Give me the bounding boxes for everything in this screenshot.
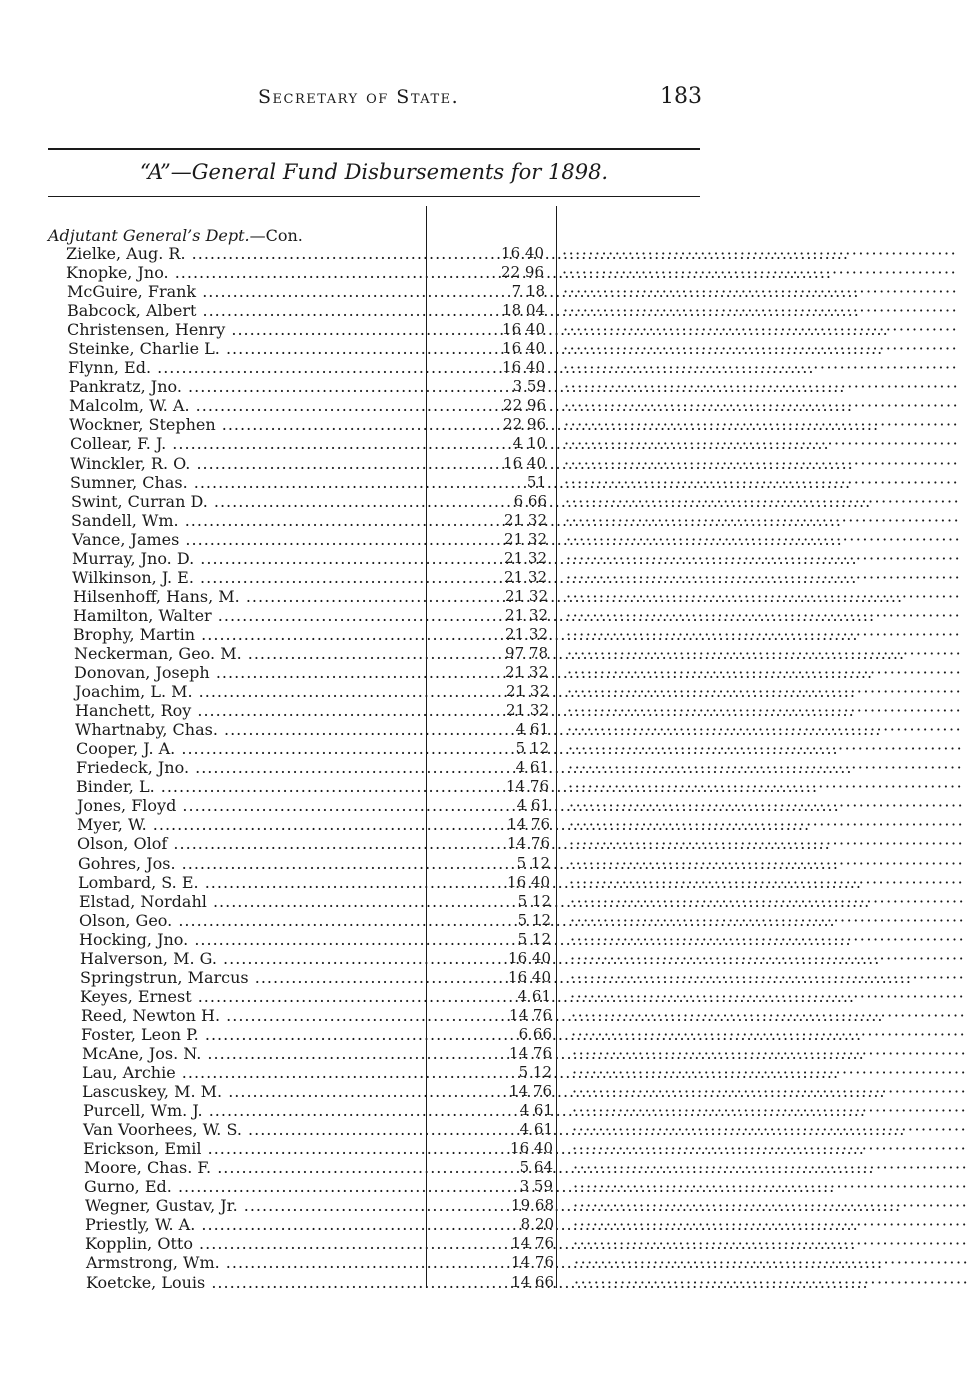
table-row xyxy=(0,1043,968,1063)
table-row xyxy=(0,872,965,892)
payment-amount: 21 32 xyxy=(505,663,548,682)
dot-leader: ···························································· xyxy=(565,491,961,511)
table-row xyxy=(0,1272,969,1292)
payment-amount: 6 66 xyxy=(518,1024,552,1043)
table-row xyxy=(0,605,962,625)
payee-name: Foster, Leon P. ..... xyxy=(81,1025,422,1044)
table-row xyxy=(0,853,965,873)
table-row xyxy=(0,1024,967,1044)
payment-amount: 3 59 xyxy=(519,1177,553,1196)
dot-leader: ···························································· xyxy=(567,682,963,702)
payee-name: Friedeck, Jno. ..... xyxy=(76,758,420,777)
payee-name: Hanchett, Roy ..... xyxy=(75,701,420,720)
dot-leader: ···························································· xyxy=(566,567,962,587)
payee-name: Babcock, Albert ..... xyxy=(67,301,416,320)
payee-name: Gurno, Ed. ..... xyxy=(84,1177,423,1196)
title-bottom-rule xyxy=(48,196,700,197)
payee-name: Wockner, Stephen ..... xyxy=(69,415,417,434)
table-row xyxy=(0,244,958,263)
table-row xyxy=(0,682,963,702)
payment-amount: 14 76 xyxy=(509,1082,552,1101)
payment-amount: 16 40 xyxy=(510,1139,553,1158)
payee-name: Murray, Jno. D. ..... xyxy=(72,549,418,568)
payment-amount: 6 66 xyxy=(513,491,547,510)
table-title: “A”—General Fund Disbursements for 1898. xyxy=(139,160,609,184)
payment-amount: 4 61 xyxy=(516,796,550,815)
payee-name: Vance, James ..... xyxy=(72,530,418,549)
dot-leader: ···························································· xyxy=(566,624,962,644)
payee-name: Hamilton, Walter ..... xyxy=(73,606,419,625)
payment-amount: 5 64 xyxy=(519,1158,553,1177)
payment-amount: 14 76 xyxy=(509,1043,552,1062)
payee-name: Lombard, S. E. ..... xyxy=(78,873,421,892)
table-row xyxy=(0,967,966,987)
table-row xyxy=(0,434,960,454)
table-row xyxy=(0,1139,968,1159)
dot-leader: ···························································· xyxy=(572,1101,968,1121)
table-row xyxy=(0,948,966,968)
dot-leader: ···························································· xyxy=(563,320,959,340)
payment-amount: 3 59 xyxy=(512,377,546,396)
table-row xyxy=(0,1215,969,1235)
dot-leader: ···························································· xyxy=(563,282,959,302)
payment-amount: 16 40 xyxy=(508,948,551,967)
payment-amount: 22 96 xyxy=(503,415,546,434)
payee-name: Flynn, Ed. ..... xyxy=(68,358,417,377)
payee-name: Donovan, Joseph ..... xyxy=(74,663,419,682)
section-heading xyxy=(48,226,303,245)
payee-name: Brophy, Martin ..... xyxy=(73,625,419,644)
running-header: Secretary of State. xyxy=(258,86,460,108)
dot-leader: ···························································· xyxy=(565,510,961,530)
table-row xyxy=(0,1120,968,1140)
payee-name: Erickson, Emil ..... xyxy=(83,1139,423,1158)
table-row xyxy=(0,320,959,340)
table-row xyxy=(0,777,964,797)
payee-name: McGuire, Frank ..... xyxy=(67,282,416,301)
payment-amount: 51 xyxy=(526,472,546,491)
dot-leader: ···························································· xyxy=(563,358,959,378)
dot-leader: ···························································· xyxy=(572,1120,968,1140)
payment-amount: 21 32 xyxy=(505,624,548,643)
table-row xyxy=(0,510,961,530)
payment-amount: 16 40 xyxy=(502,320,545,339)
dot-leader: ···························································· xyxy=(564,396,960,416)
dot-leader: ···························································· xyxy=(572,1139,968,1159)
table-row xyxy=(0,491,961,511)
table-row xyxy=(0,567,962,587)
table-row xyxy=(0,263,958,283)
dot-leader: ···························································· xyxy=(571,1024,967,1044)
payee-name: Cooper, J. A. ..... xyxy=(76,739,420,758)
dot-leader: ···························································· xyxy=(572,1043,968,1063)
dot-leader: ···························································· xyxy=(573,1158,969,1178)
table-row xyxy=(0,377,960,397)
payment-amount: 16 40 xyxy=(508,967,551,986)
table-row xyxy=(0,815,965,835)
table-row xyxy=(0,796,965,816)
payee-name: Whartnaby, Chas. ..... xyxy=(75,720,420,739)
payee-name: Winckler, R. O. ..... xyxy=(70,454,418,473)
payment-amount: 21 32 xyxy=(504,529,547,548)
payment-amount: 22 96 xyxy=(501,263,544,282)
payment-amount: 22 96 xyxy=(503,396,546,415)
dot-leader: ···························································· xyxy=(569,815,965,835)
payment-amount: 16 40 xyxy=(503,453,546,472)
dot-leader: ···························································· xyxy=(570,910,966,930)
payment-amount: 21 32 xyxy=(504,510,547,529)
payee-name: Hocking, Jno. ..... xyxy=(79,930,421,949)
table-row xyxy=(0,624,962,644)
payment-amount: 5 12 xyxy=(516,853,550,872)
dot-leader: ···························································· xyxy=(569,796,965,816)
table-row xyxy=(0,1177,969,1197)
dot-leader: ···························································· xyxy=(571,1005,967,1025)
dot-leader: ···························································· xyxy=(567,720,963,740)
table-row xyxy=(0,891,966,911)
payee-name: Wilkinson, J. E. ..... xyxy=(72,568,418,587)
payment-amount: 14 76 xyxy=(511,1253,554,1272)
dot-leader: ···························································· xyxy=(569,853,965,873)
dot-leader: ···························································· xyxy=(564,434,960,454)
section-heading-name: Adjutant General’s Dept. xyxy=(48,226,250,245)
payee-name: Olson, Olof ..... xyxy=(77,834,420,853)
table-row xyxy=(0,339,959,359)
dot-leader: ···························································· xyxy=(573,1196,969,1216)
payment-amount: 5 12 xyxy=(517,891,551,910)
payment-amount: 21 32 xyxy=(505,586,548,605)
payee-name: Neckerman, Geo. M. ..... xyxy=(74,644,419,663)
table-row xyxy=(0,720,963,740)
payment-amount: 14 66 xyxy=(511,1272,554,1291)
payment-amount: 21 32 xyxy=(504,548,547,567)
payment-amount: 21 32 xyxy=(504,567,547,586)
top-rule xyxy=(48,148,700,150)
page-number: 183 xyxy=(660,84,702,109)
payment-amount: 14 76 xyxy=(507,834,550,853)
table-row xyxy=(0,472,960,492)
payee-name: Christensen, Henry ..... xyxy=(67,320,416,339)
table-row xyxy=(0,1005,967,1025)
payee-name: Purcell, Wm. J. ..... xyxy=(83,1101,423,1120)
payee-name: Joachim, L. M. ..... xyxy=(75,682,420,701)
payee-name: Steinke, Charlie L. ..... xyxy=(68,339,417,358)
dot-leader: ···························································· xyxy=(567,701,963,721)
table-row xyxy=(0,396,960,416)
dot-leader: ···························································· xyxy=(572,1082,968,1102)
payment-amount: 5 12 xyxy=(515,739,549,758)
payee-name: Pankratz, Jno. ..... xyxy=(69,377,417,396)
payee-name: Binder, L. ..... xyxy=(76,777,420,796)
payee-name: Lascuskey, M. M. ..... xyxy=(82,1082,422,1101)
payee-name: Armstrong, Wm. ..... xyxy=(86,1253,424,1272)
payee-name: Knopke, Jno. ..... xyxy=(66,263,416,282)
dot-leader: ···························································· xyxy=(573,1215,969,1235)
dot-leader: ···························································· xyxy=(566,586,962,606)
dot-leader: ···························································· xyxy=(563,301,959,321)
dot-leader: ···························································· xyxy=(564,377,960,397)
payment-amount: 5 12 xyxy=(517,910,551,929)
table-row xyxy=(0,643,963,663)
dot-leader: ···························································· xyxy=(570,929,966,949)
payee-name: Reed, Newton H. ..... xyxy=(81,1006,422,1025)
payment-amount: 21 32 xyxy=(505,605,548,624)
dot-leader: ···························································· xyxy=(562,263,958,283)
payee-name: Springstrun, Marcus ..... xyxy=(80,968,422,987)
table-row xyxy=(0,834,965,854)
payee-name: Zielke, Aug. R. ..... xyxy=(66,244,416,263)
payee-name: McAne, Jos. N. ..... xyxy=(82,1044,422,1063)
dot-leader: ···························································· xyxy=(568,739,964,759)
table-row xyxy=(0,929,966,949)
table-row xyxy=(0,301,959,321)
payment-amount: 4 61 xyxy=(515,720,549,739)
payee-name: Keyes, Ernest ..... xyxy=(80,987,422,1006)
payment-amount: 14 76 xyxy=(507,815,550,834)
table-row xyxy=(0,282,959,302)
payment-amount: 4 10 xyxy=(512,434,546,453)
payee-name: Swint, Curran D. ..... xyxy=(71,492,418,511)
table-row xyxy=(0,701,963,721)
payee-name: Kopplin, Otto ..... xyxy=(85,1234,424,1253)
dot-leader: ···························································· xyxy=(572,1063,968,1083)
payment-amount: 21 32 xyxy=(506,682,549,701)
dot-leader: ···························································· xyxy=(570,986,966,1006)
table-row xyxy=(0,1253,969,1273)
dot-leader: ···························································· xyxy=(566,548,962,568)
payment-amount: 4 61 xyxy=(517,986,551,1005)
payee-name: Collear, F. J. ..... xyxy=(70,434,418,453)
payment-amount: 16 40 xyxy=(502,339,545,358)
payee-name: Sandell, Wm. ..... xyxy=(71,511,418,530)
dot-leader: ···························································· xyxy=(568,777,964,797)
payment-amount: 5 12 xyxy=(517,929,551,948)
table-row xyxy=(0,739,964,759)
payment-amount: 18 04 xyxy=(502,301,545,320)
payee-name: Hilsenhoff, Hans, M. ..... xyxy=(73,587,419,606)
dot-leader: ···························································· xyxy=(567,663,963,683)
payment-amount: 7 18 xyxy=(511,282,545,301)
table-row xyxy=(0,1158,969,1178)
table-row xyxy=(0,1082,968,1102)
payment-amount: 16 40 xyxy=(501,244,544,262)
payee-name: Myer, W. ..... xyxy=(77,815,420,834)
table-row xyxy=(0,910,966,930)
payee-name: Gohres, Jos. ..... xyxy=(78,854,421,873)
table-row xyxy=(0,358,959,378)
payment-amount: 5 12 xyxy=(518,1063,552,1082)
table-row xyxy=(0,548,962,568)
payment-amount: 21 32 xyxy=(506,701,549,720)
dot-leader: ···························································· xyxy=(569,834,965,854)
payee-name: Jones, Floyd ..... xyxy=(77,796,420,815)
dot-leader: ···························································· xyxy=(569,872,965,892)
payment-amount: 97 78 xyxy=(505,643,548,662)
payee-name: Elstad, Nordahl ..... xyxy=(79,892,421,911)
payment-amount: 14 76 xyxy=(509,1005,552,1024)
payment-amount: 14 76 xyxy=(506,777,549,796)
dot-leader: ···························································· xyxy=(566,529,962,549)
table-row xyxy=(0,1234,969,1254)
dot-leader: ···························································· xyxy=(573,1234,969,1254)
dot-leader: ···························································· xyxy=(567,643,963,663)
dot-leader: ···························································· xyxy=(562,244,958,263)
dot-leader: ···························································· xyxy=(566,605,962,625)
payee-name: Moore, Chas. F. ..... xyxy=(84,1158,423,1177)
dot-leader: ···························································· xyxy=(573,1177,969,1197)
table-row xyxy=(0,1196,969,1216)
table-row xyxy=(0,758,964,778)
payee-name: Van Voorhees, W. S. ..... xyxy=(83,1120,423,1139)
payment-amount: 16 40 xyxy=(507,872,550,891)
payee-name: Halverson, M. G. ..... xyxy=(80,949,422,968)
payee-name: Sumner, Chas. ..... xyxy=(70,473,418,492)
dot-leader: ···························································· xyxy=(570,891,966,911)
payment-amount: 16 40 xyxy=(502,358,545,377)
payment-amount: 8 20 xyxy=(520,1215,554,1234)
table-row xyxy=(0,663,963,683)
payee-name: Priestly, W. A. ..... xyxy=(85,1215,424,1234)
table-row xyxy=(0,453,960,473)
payee-name: Wegner, Gustav, Jr. ..... xyxy=(85,1196,424,1215)
dot-leader: ···························································· xyxy=(563,339,959,359)
payment-amount: 4 61 xyxy=(519,1101,553,1120)
payee-name: Olson, Geo. ..... xyxy=(79,911,421,930)
payment-amount: 19 68 xyxy=(511,1196,554,1215)
dot-leader: ···························································· xyxy=(564,415,960,435)
disbursement-list xyxy=(0,244,969,1292)
payee-name: Koetcke, Louis ..... xyxy=(86,1273,424,1292)
dot-leader: ···························································· xyxy=(568,758,964,778)
table-row xyxy=(0,529,962,549)
section-heading-suffix: —Con. xyxy=(249,226,303,245)
dot-leader: ···························································· xyxy=(564,472,960,492)
table-row xyxy=(0,586,962,606)
table-row xyxy=(0,1063,968,1083)
table-row xyxy=(0,1101,968,1121)
payee-name: Lau, Archie ..... xyxy=(82,1063,422,1082)
payment-amount: 4 61 xyxy=(519,1120,553,1139)
table-row xyxy=(0,415,960,435)
dot-leader: ···························································· xyxy=(574,1272,969,1292)
payment-amount: 4 61 xyxy=(515,758,549,777)
payment-amount: 14 76 xyxy=(511,1234,554,1253)
payee-name: Malcolm, W. A. ..... xyxy=(69,396,417,415)
dot-leader: ···························································· xyxy=(574,1253,969,1273)
dot-leader: ···························································· xyxy=(570,967,966,987)
dot-leader: ···························································· xyxy=(564,453,960,473)
dot-leader: ···························································· xyxy=(570,948,966,968)
table-row xyxy=(0,986,966,1006)
